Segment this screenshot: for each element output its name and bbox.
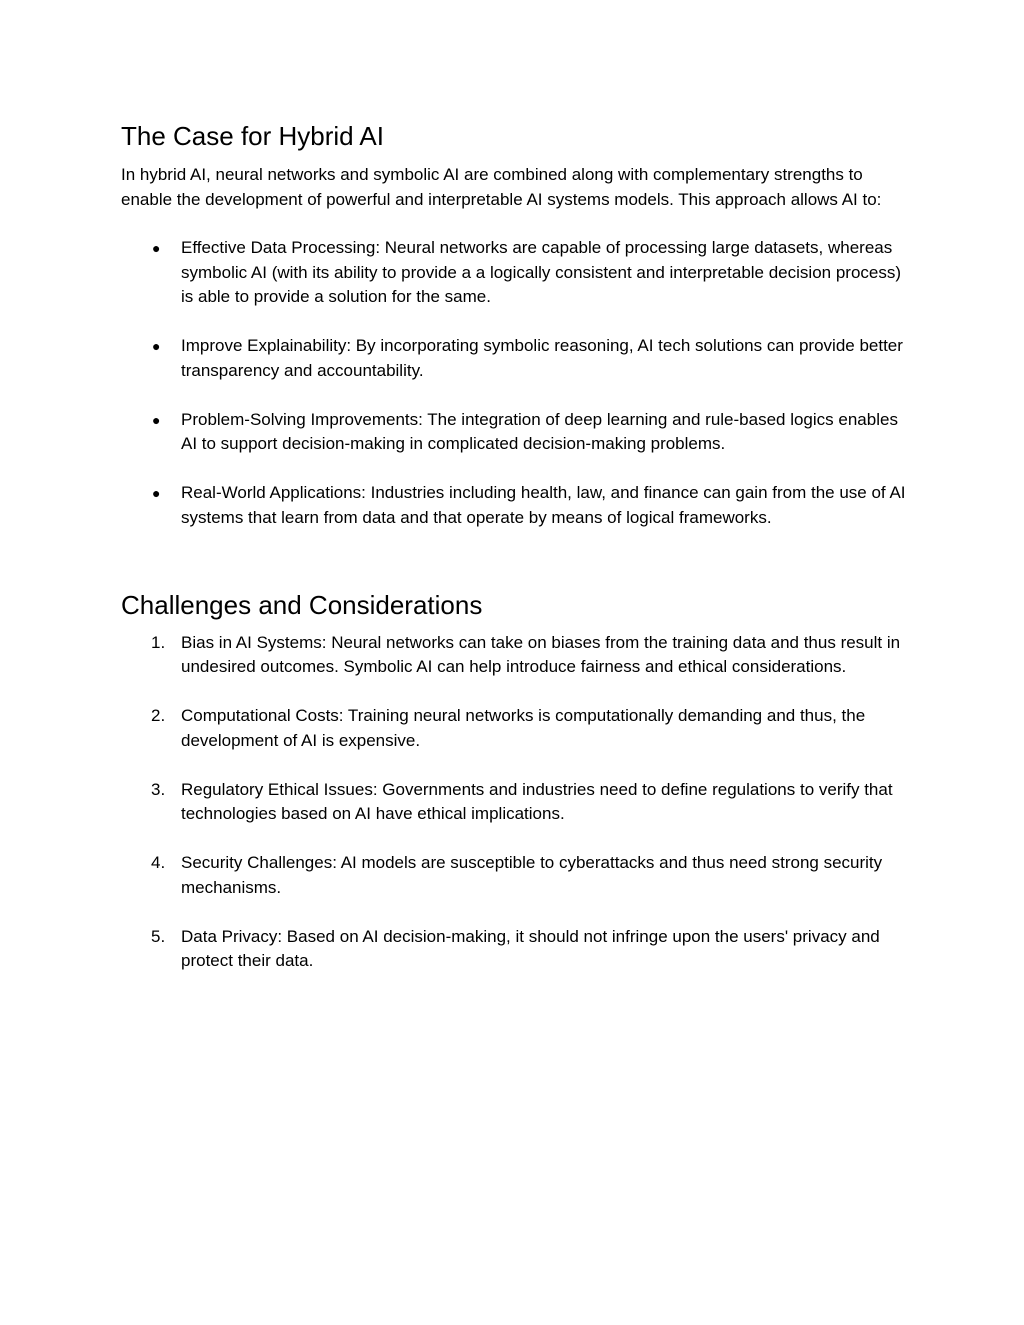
- list-item-number: 1.: [151, 632, 166, 652]
- list-item-number: 5.: [151, 926, 166, 946]
- list-item: [121, 334, 911, 383]
- list-item-number: 3.: [151, 779, 166, 799]
- list-item-text: Effective Data Processing: Neural networks are capable of processing large datasets, whereas symbolic AI (with its ability to provide a a logically consistent and interpretable decision process) is able to provide a solution for the same.: [181, 238, 902, 306]
- bullet-icon: ●: [152, 338, 161, 354]
- list-item-text: Problem-Solving Improvements: The integration of deep learning and rule-based logics enables AI to support decision-making in complicated decision-making problems.: [181, 409, 898, 453]
- list-item-text: Real-World Applications: Industries including health, law, and finance can gain from the use of AI systems that learn from data and that operate by means of logical frameworks.: [181, 483, 906, 527]
- bullet-icon: ●: [152, 411, 161, 428]
- list-item: [121, 778, 911, 827]
- list-item-text: Regulatory Ethical Issues: Governments and industries need to define regulations to verify that technologies based on AI have ethical implications.: [181, 779, 893, 823]
- list-item: [121, 481, 911, 530]
- list-item: [121, 925, 911, 974]
- bullet-icon: ●: [152, 240, 161, 256]
- section-heading-challenges: Challenges and Considerations: [121, 589, 483, 620]
- list-item-number: 2.: [151, 706, 166, 725]
- list-item-text: Data Privacy: Based on AI decision-making, it should not infringe upon the users' privacy and protect their data.: [181, 926, 880, 970]
- list-item-text: Bias in AI Systems: Neural networks can take on biases from the training data and thus result in undesired outcomes. Symbolic AI can help introduce fairness and ethical considerations.: [181, 632, 901, 676]
- list-item: [121, 236, 911, 310]
- list-item: [121, 631, 911, 680]
- intro-paragraph: In hybrid AI, neural networks and symbolic AI are combined along with complementary strengths to enable the development of powerful and interpretable AI systems models. This approach allows AI to:: [121, 165, 882, 209]
- list-item-text: Security Challenges: AI models are susceptible to cyberattacks and thus need strong security mechanisms.: [181, 853, 883, 897]
- list-item-number: 4.: [151, 853, 166, 872]
- bullet-list: [121, 236, 911, 530]
- list-item: [121, 851, 911, 900]
- section-spacer: [121, 555, 911, 590]
- list-item-text: Improve Explainability: By incorporating symbolic reasoning, AI tech solutions can provide better transparency and accountability.: [181, 336, 903, 380]
- bullet-icon: ●: [152, 485, 161, 501]
- list-item: [121, 408, 911, 457]
- list-item: [121, 704, 911, 753]
- section-heading-hybrid-ai: The Case for Hybrid AI: [121, 121, 384, 151]
- document-page: [121, 0, 911, 998]
- list-item-text: Computational Costs: Training neural networks is computationally demanding and thus, the development of AI is expensive.: [181, 706, 866, 750]
- numbered-list: [121, 631, 911, 974]
